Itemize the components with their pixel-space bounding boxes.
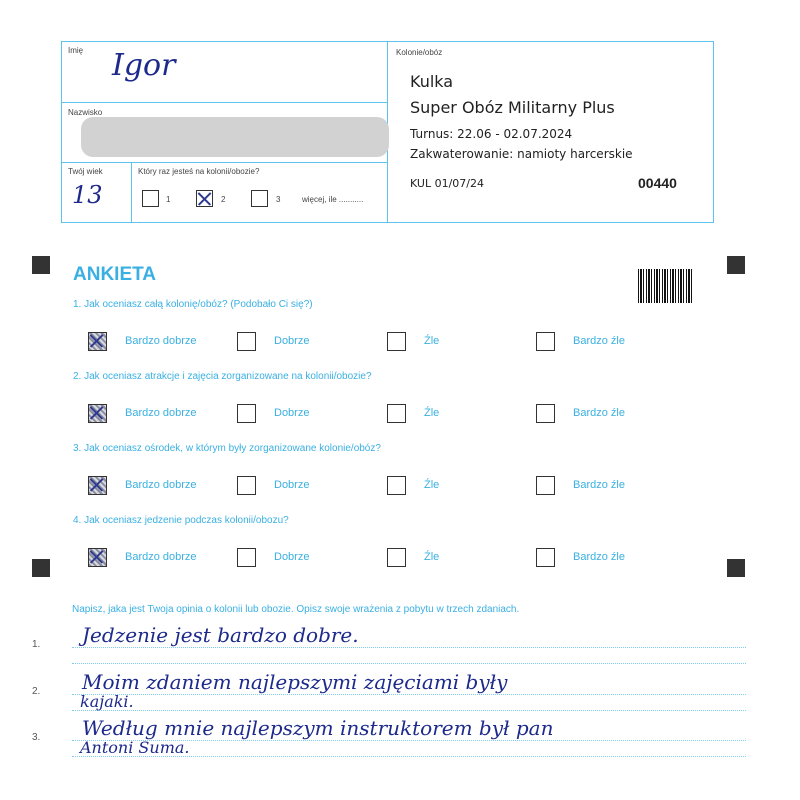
- registration-mark-top-right: [727, 256, 745, 274]
- kolonia-label: Kolonie/obóz: [396, 48, 443, 57]
- q4-checkbox-źle[interactable]: [387, 548, 406, 567]
- ktory-raz-checkbox-3[interactable]: [251, 190, 268, 207]
- ktory-raz-option-1: 1: [166, 195, 171, 204]
- q1-checkbox-źle[interactable]: [387, 332, 406, 351]
- opinion-handwriting-line2[interactable]: kajaki.: [80, 692, 134, 711]
- opinion-dotted-line: [72, 647, 746, 648]
- zakwaterowanie: Zakwaterowanie: namioty harcerskie: [410, 147, 633, 161]
- q3-checkbox-dobrze[interactable]: [237, 476, 256, 495]
- opinion-handwriting-line1[interactable]: Jedzenie jest bardzo dobre.: [82, 623, 359, 647]
- imie-label: Imię: [68, 46, 84, 55]
- q2-checkbox-bardzo-dobrze[interactable]: [88, 404, 107, 423]
- q2-option-label: Dobrze: [274, 407, 310, 419]
- q4-option-label: Źle: [424, 551, 440, 563]
- ankieta-title: ANKIETA: [73, 264, 157, 285]
- q3-checkbox-bardzo-źle[interactable]: [536, 476, 555, 495]
- barcode: [638, 269, 692, 303]
- wiek-value[interactable]: 13: [72, 181, 103, 209]
- q1-checkbox-dobrze[interactable]: [237, 332, 256, 351]
- q2-option-label: Bardzo źle: [573, 407, 625, 419]
- registration-mark-top-left: [32, 256, 50, 274]
- q1-option-label: Dobrze: [274, 335, 310, 347]
- wiecej-label: więcej, ile ...........: [302, 195, 364, 204]
- q2-checkbox-źle[interactable]: [387, 404, 406, 423]
- question-text: 4. Jak oceniasz jedzenie podczas kolonii/obozu?: [73, 515, 289, 526]
- header-divider-age: [131, 162, 132, 223]
- q3-option-label: Źle: [424, 479, 440, 491]
- wiek-label: Twój wiek: [68, 167, 103, 176]
- turnus: Turnus: 22.06 - 02.07.2024: [410, 127, 573, 141]
- opinion-dotted-line: [72, 710, 746, 711]
- q2-option-label: Źle: [424, 407, 440, 419]
- header-divider-h1: [61, 102, 388, 103]
- q1-option-label: Bardzo źle: [573, 335, 625, 347]
- ktory-raz-checkbox-1[interactable]: [142, 190, 159, 207]
- question-text: 3. Jak oceniasz ośrodek, w którym były zorganizowane kolonie/obóz?: [73, 443, 381, 454]
- registration-mark-bottom-left: [32, 559, 50, 577]
- q1-option-label: Źle: [424, 335, 440, 347]
- q3-option-label: Bardzo dobrze: [125, 479, 197, 491]
- camp-program: Super Obóz Militarny Plus: [410, 98, 615, 117]
- q1-option-label: Bardzo dobrze: [125, 335, 197, 347]
- q4-option-label: Bardzo źle: [573, 551, 625, 563]
- ktory-raz-option-3: 3: [276, 195, 281, 204]
- question-text: 2. Jak oceniasz atrakcje i zajęcia zorganizowane na kolonii/obozie?: [73, 371, 372, 382]
- ktory-raz-checkbox-2[interactable]: [196, 190, 213, 207]
- q3-checkbox-bardzo-dobrze[interactable]: [88, 476, 107, 495]
- ktory-raz-option-2: 2: [221, 195, 226, 204]
- q4-option-label: Bardzo dobrze: [125, 551, 197, 563]
- q2-checkbox-bardzo-źle[interactable]: [536, 404, 555, 423]
- opinion-handwriting-line1[interactable]: Według mnie najlepszym instruktorem był pan: [82, 716, 554, 740]
- question-text: 1. Jak oceniasz całą kolonię/obóz? (Podobało Ci się?): [73, 299, 313, 310]
- q4-checkbox-bardzo-dobrze[interactable]: [88, 548, 107, 567]
- header-divider-h2: [61, 162, 388, 163]
- opinion-dotted-line: [72, 694, 746, 695]
- registration-mark-bottom-right: [727, 559, 745, 577]
- q2-option-label: Bardzo dobrze: [125, 407, 197, 419]
- q4-option-label: Dobrze: [274, 551, 310, 563]
- opinion-prompt: Napisz, jaka jest Twoja opinia o kolonii lub obozie. Opisz swoje wrażenia z pobytu w trzech zdaniach.: [72, 604, 520, 615]
- nazwisko-redaction: [81, 117, 389, 157]
- nazwisko-label: Nazwisko: [68, 108, 103, 117]
- q2-checkbox-dobrze[interactable]: [237, 404, 256, 423]
- opinion-handwriting-line2[interactable]: Antoni Suma.: [80, 738, 190, 757]
- form-number: 00440: [638, 175, 677, 191]
- q4-checkbox-bardzo-źle[interactable]: [536, 548, 555, 567]
- imie-value[interactable]: Igor: [112, 48, 176, 83]
- ktory-raz-label: Który raz jesteś na kolonii/obozie?: [138, 167, 260, 176]
- q3-checkbox-źle[interactable]: [387, 476, 406, 495]
- opinion-line-number: 2.: [32, 686, 41, 697]
- camp-name: Kulka: [410, 72, 454, 91]
- camp-code: KUL 01/07/24: [410, 177, 484, 190]
- opinion-line-number: 1.: [32, 639, 41, 650]
- q3-option-label: Bardzo źle: [573, 479, 625, 491]
- opinion-handwriting-line1[interactable]: Moim zdaniem najlepszymi zajęciami były: [82, 670, 508, 694]
- q3-option-label: Dobrze: [274, 479, 310, 491]
- q1-checkbox-bardzo-dobrze[interactable]: [88, 332, 107, 351]
- opinion-line-number: 3.: [32, 732, 41, 743]
- q1-checkbox-bardzo-źle[interactable]: [536, 332, 555, 351]
- opinion-dotted-line: [72, 663, 746, 664]
- q4-checkbox-dobrze[interactable]: [237, 548, 256, 567]
